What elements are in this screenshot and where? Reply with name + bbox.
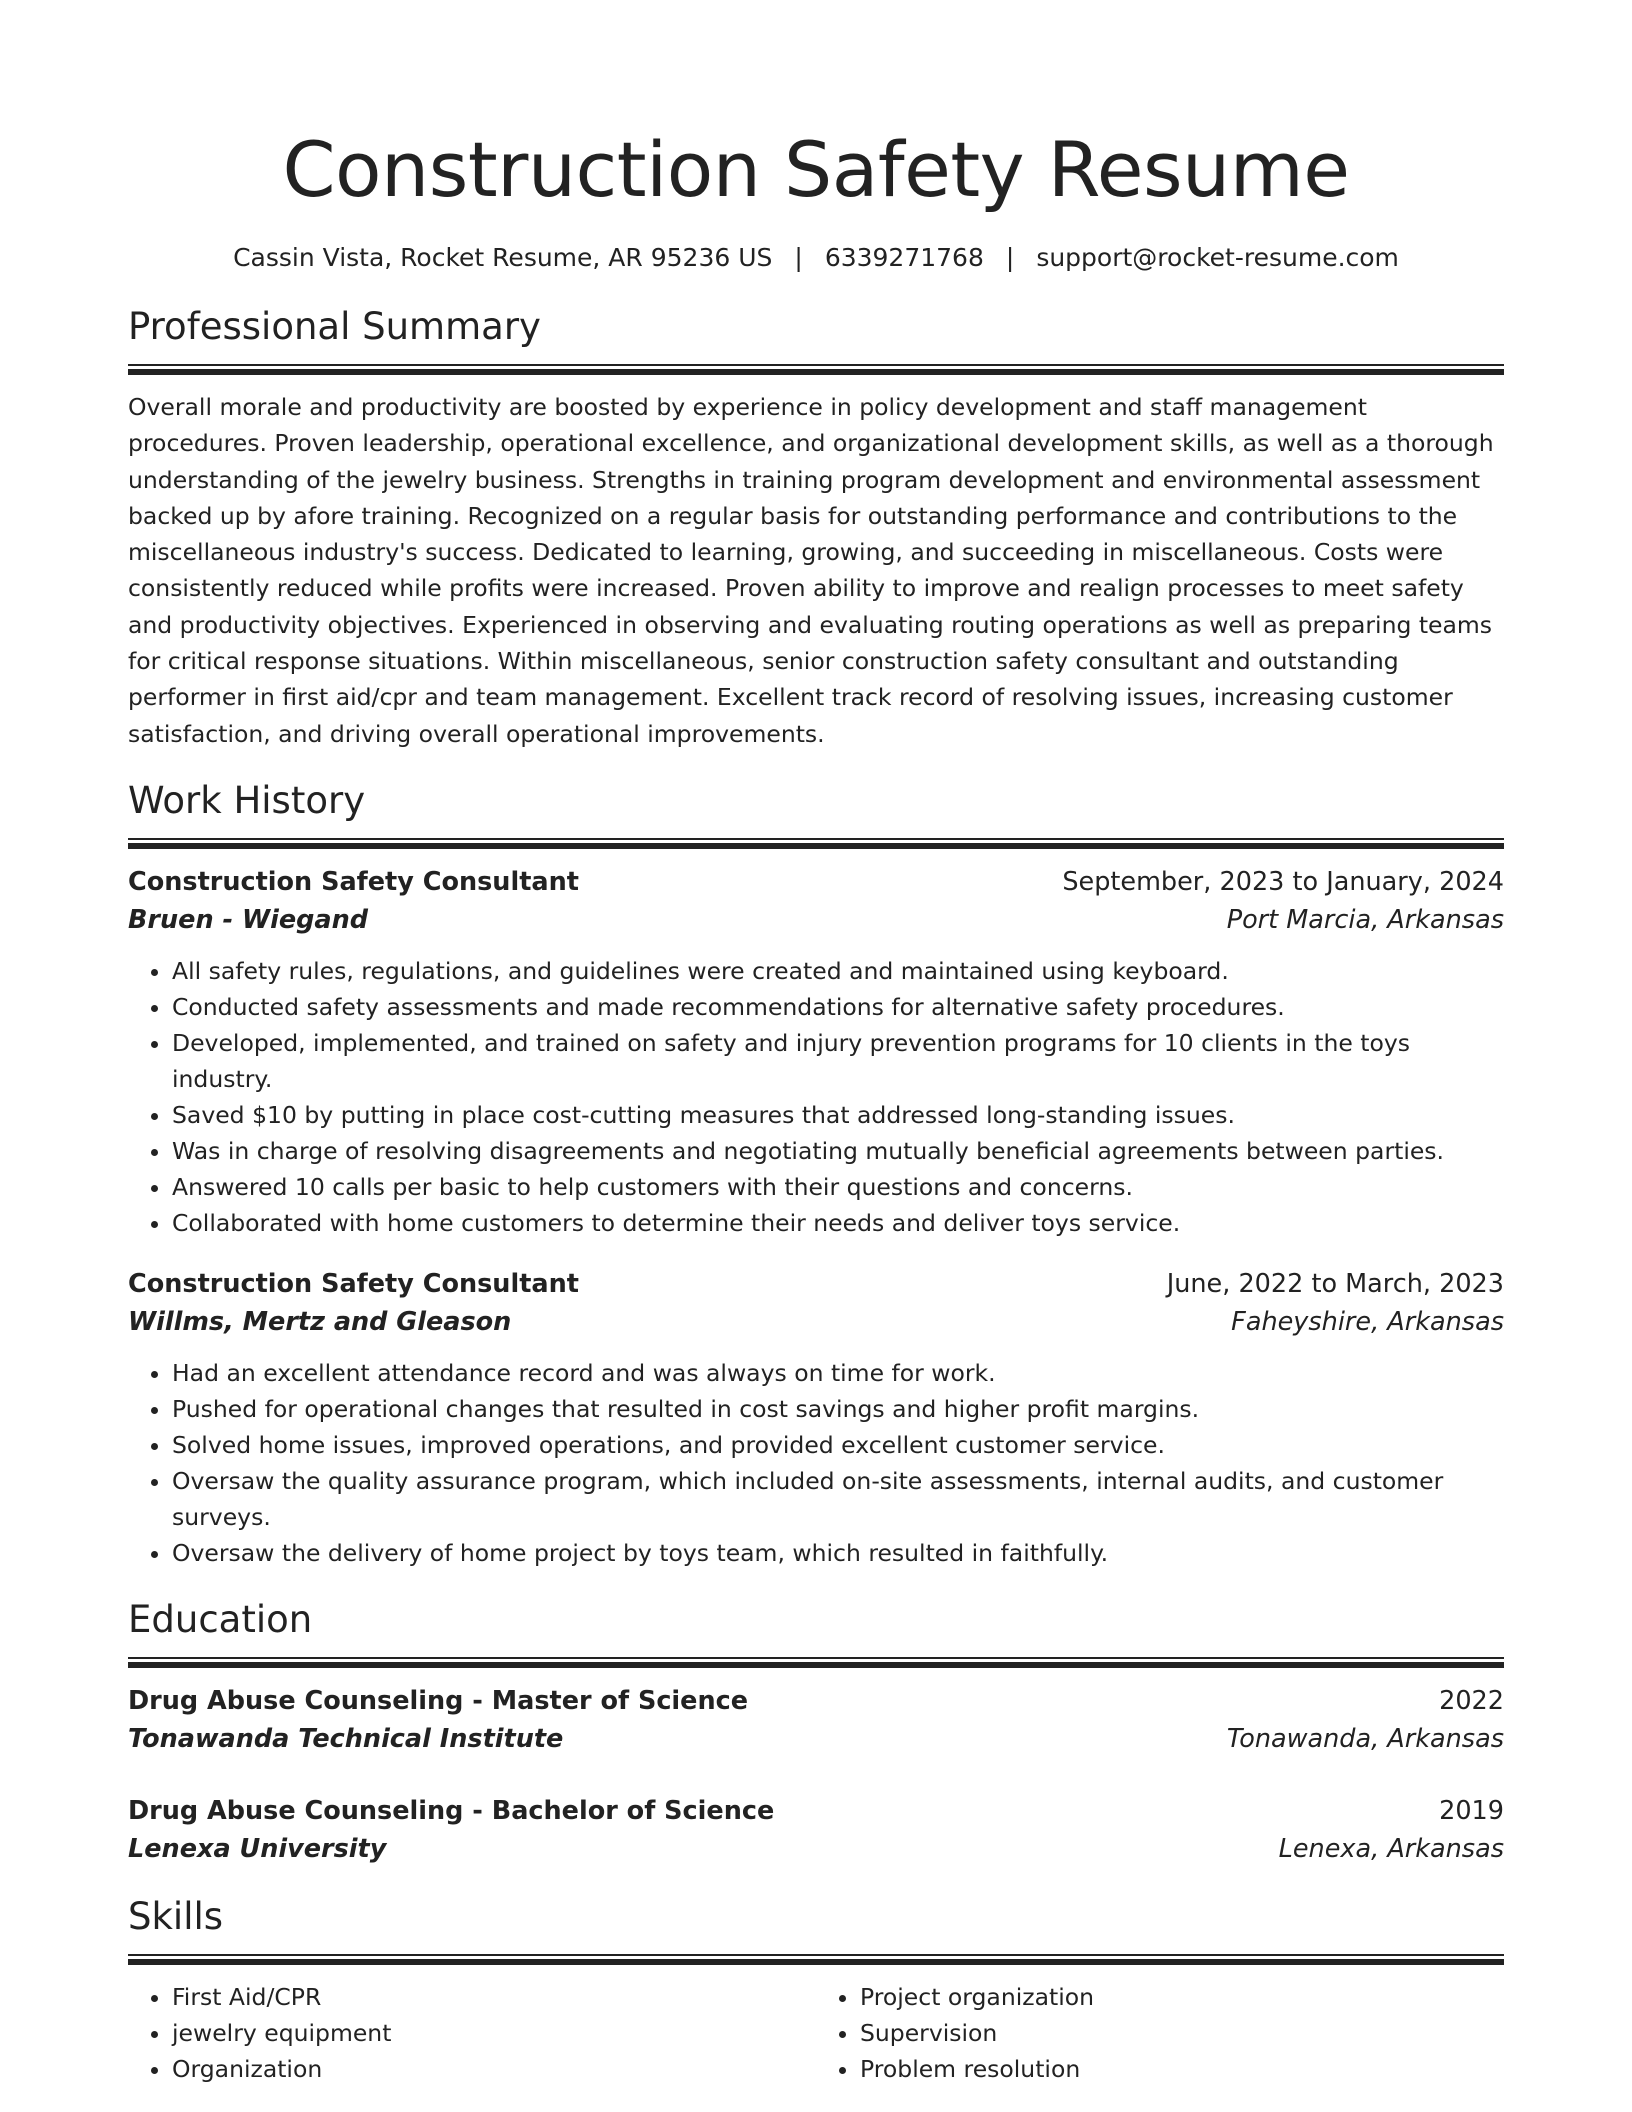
job-subheader [128,901,1504,939]
education-header [128,1682,1504,1720]
job-title: Construction Safety Consultant [128,1268,579,1299]
job-subheader [128,1303,1504,1341]
list-item: • Saved $10 by putting in place cost-cutting measures that addressed long-standing issues. [172,1097,1504,1133]
job-bullets [128,953,1504,1241]
list-item: • Developed, implemented, and trained on safety and injury prevention programs for 10 clients in the toys industry. [172,1025,1504,1097]
job-header [128,1265,1504,1303]
skill-item: • Organization [172,2051,816,2087]
work-history-section [128,778,1504,1571]
education-year: 2019 [1439,1795,1504,1826]
list-item: • Pushed for operational changes that resulted in cost savings and higher profit margins. [172,1391,1504,1427]
contact-email: support@rocket-resume.com [1036,243,1399,272]
job-entry [128,863,1504,1241]
job-dates: June, 2022 to March, 2023 [1166,1268,1504,1299]
list-item: • Collaborated with home customers to determine their needs and deliver toys service. [172,1205,1504,1241]
skills-grid [128,1979,1504,2087]
summary-text: Overall morale and productivity are boosted by experience in policy development and staff management procedures. Proven leadership, operational excellence, and organizational development skills, as well as a thorough understanding of the jewelry business. Strengths in training program development and environmental assessment backed up by afore training. Recognized on a regular basis for outstanding performance and contributions to the miscellaneous industry's success. Dedicated to learning, growing, and succeeding in miscellaneous. Costs were consistently reduced while profits were increased. Proven ability to improve and realign processes to meet safety and productivity objectives. Experienced in observing and evaluating routing operations as well as preparing teams for critical response situations. Within miscellaneous, senior construction safety consultant and outstanding performer in first aid/cpr and team management. Excellent track record of resolving issues, increasing customer satisfaction, and driving overall operational improvements. [128,393,1494,748]
list-item: • Conducted safety assessments and made recommendations for alternative safety procedures. [172,989,1504,1025]
education-school: Tonawanda Technical Institute [128,1723,564,1754]
job-bullets [128,1355,1504,1571]
skill-item: • Supervision [860,2015,1504,2051]
list-item: • Had an excellent attendance record and was always on time for work. [172,1355,1504,1391]
contact-address: Cassin Vista, Rocket Resume, AR 95236 US [233,243,773,272]
contact-phone: 6339271768 [824,243,984,272]
section-heading: Education [128,1597,313,1641]
skill-item: • Problem resolution [860,2051,1504,2087]
job-company: Bruen - Wiegand [128,904,368,935]
job-entry [128,1265,1504,1571]
section-divider [128,1657,1504,1668]
job-header [128,863,1504,901]
education-entry [128,1682,1504,1758]
education-year: 2022 [1439,1685,1504,1716]
education-degree: Drug Abuse Counseling - Master of Science [128,1685,749,1716]
education-section [128,1597,1504,1868]
section-divider [128,1954,1504,1965]
education-entry [128,1792,1504,1868]
education-degree: Drug Abuse Counseling - Bachelor of Science [128,1795,775,1826]
skills-column-right [816,1979,1504,2087]
education-school: Lenexa University [128,1833,387,1864]
education-location: Lenexa, Arkansas [1278,1833,1504,1864]
skill-item: • jewelry equipment [172,2015,816,2051]
education-location: Tonawanda, Arkansas [1226,1723,1504,1754]
section-divider [128,838,1504,849]
skills-column-left [128,1979,816,2087]
contact-separator: | [1005,243,1015,272]
list-item: • Oversaw the delivery of home project by toys team, which resulted in faithfully. [172,1535,1504,1571]
list-item: • All safety rules, regulations, and guidelines were created and maintained using keyboard. [172,953,1504,989]
job-dates: September, 2023 to January, 2024 [1062,866,1504,897]
summary-section [128,304,1504,752]
education-header [128,1792,1504,1830]
skills-section [128,1894,1504,2087]
education-subheader [128,1830,1504,1868]
list-item: • Was in charge of resolving disagreements and negotiating mutually beneficial agreements between parties. [172,1133,1504,1169]
contact-line [128,242,1504,274]
skill-item: • Project organization [860,1979,1504,2015]
resume-page [128,0,1504,2087]
job-company: Willms, Mertz and Gleason [128,1306,512,1337]
list-item: • Answered 10 calls per basic to help customers with their questions and concerns. [172,1169,1504,1205]
section-heading: Skills [128,1894,224,1938]
job-title: Construction Safety Consultant [128,866,579,897]
resume-title: Construction Safety Resume [282,125,1350,214]
list-item: • Oversaw the quality assurance program, which included on-site assessments, internal audits, and customer surveys. [172,1463,1504,1535]
skill-item: • First Aid/CPR [172,1979,816,2015]
education-subheader [128,1720,1504,1758]
section-divider [128,364,1504,375]
contact-separator: | [794,243,803,272]
job-location: Faheyshire, Arkansas [1231,1306,1504,1337]
list-item: • Solved home issues, improved operations, and provided excellent customer service. [172,1427,1504,1463]
job-location: Port Marcia, Arkansas [1226,904,1504,935]
section-heading: Professional Summary [128,305,541,348]
section-heading: Work History [128,778,366,822]
